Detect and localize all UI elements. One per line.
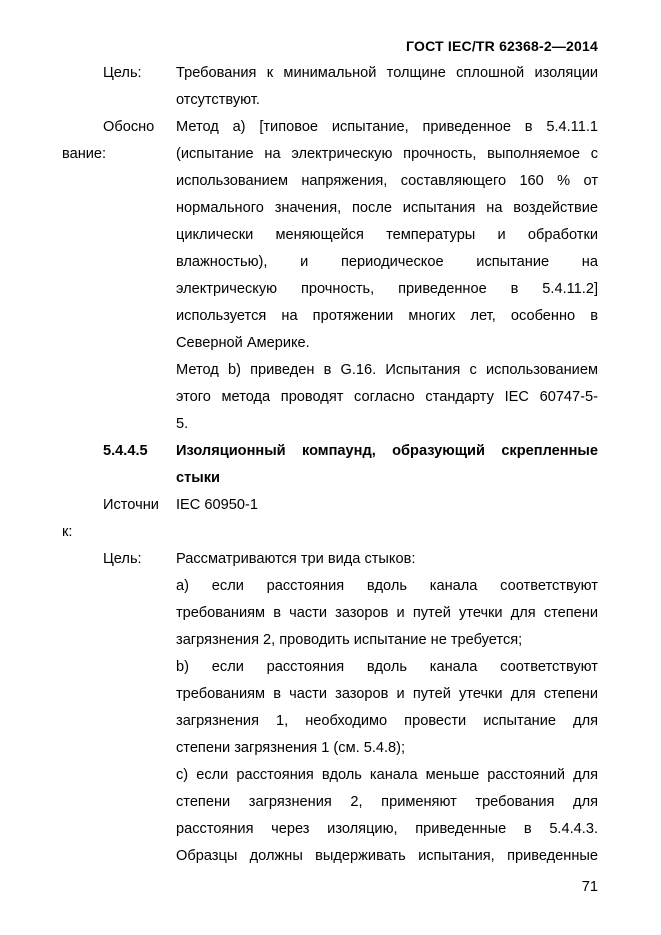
source-label: Источни	[103, 497, 159, 513]
rationale-text-line: электрическую прочность, приведенное в 5.4.11.2]	[176, 281, 598, 297]
goal-text-line: степени загрязнения 1 (см. 5.4.8);	[176, 740, 406, 756]
goal-text-line: а) если расстояния вдоль канала соответствуют	[176, 578, 598, 594]
source-value: IEC 60950-1	[176, 497, 258, 513]
goal-text-line: Образцы должны выдерживать испытания, приведенные	[176, 848, 598, 864]
goal-label: Цель:	[103, 65, 142, 81]
rationale-text-line: влажностью), и периодическое испытание на	[176, 254, 598, 270]
rationale-text-line: использованием напряжения, составляющего 160 % от	[176, 173, 598, 189]
section-title-line: Изоляционный компаунд, образующий скрепленные	[176, 443, 598, 459]
source-label-cont: к:	[62, 524, 73, 540]
rationale-text-line: используется на протяжении многих лет, особенно в	[176, 308, 598, 324]
rationale-text-line: Метод а) [типовое испытание, приведенное в 5.4.11.1	[176, 119, 598, 135]
goal-label: Цель:	[103, 551, 142, 567]
goal-text-line: отсутствуют.	[176, 92, 260, 108]
rationale-label-cont: вание:	[62, 146, 107, 162]
goal-text-line: требованиям в части зазоров и путей утечки для степени	[176, 605, 598, 621]
rationale-text-line: нормального значения, после испытания на воздействие	[176, 200, 598, 216]
goal-text-line: степени загрязнения 2, применяют требования для	[176, 794, 598, 810]
goal-text-line: Требования к минимальной толщине сплошной изоляции	[176, 65, 598, 81]
rationale-text-line: циклически меняющейся температуры и обработки	[176, 227, 598, 243]
page-number: 71	[581, 879, 598, 895]
goal-text-line: загрязнения 1, необходимо провести испытание для	[176, 713, 598, 729]
goal-text-line: c) если расстояния вдоль канала меньше расстояний для	[176, 767, 598, 783]
rationale-text-line: 5.	[176, 416, 189, 432]
rationale-text-line: этого метода проводят согласно стандарту IEC 60747-5-	[176, 389, 598, 405]
goal-text-line: Рассматриваются три вида стыков:	[176, 551, 416, 567]
document-header: ГОСТ IEC/TR 62368-2—2014	[406, 38, 598, 54]
rationale-text-line: (испытание на электрическую прочность, выполняемое с	[176, 146, 598, 162]
goal-text-line: b) если расстояния вдоль канала соответствуют	[176, 659, 598, 675]
rationale-text-line: Северной Америке.	[176, 335, 310, 351]
section-title-line: стыки	[176, 470, 221, 486]
rationale-text-line: Метод b) приведен в G.16. Испытания с использованием	[176, 362, 598, 378]
section-number: 5.4.4.5	[103, 443, 148, 459]
rationale-label: Обосно	[103, 119, 155, 135]
goal-text-line: загрязнения 2, проводить испытание не требуется;	[176, 632, 523, 648]
goal-text-line: требованиям в части зазоров и путей утечки для степени	[176, 686, 598, 702]
goal-text-line: расстояния через изоляцию, приведенные в 5.4.4.3.	[176, 821, 598, 837]
